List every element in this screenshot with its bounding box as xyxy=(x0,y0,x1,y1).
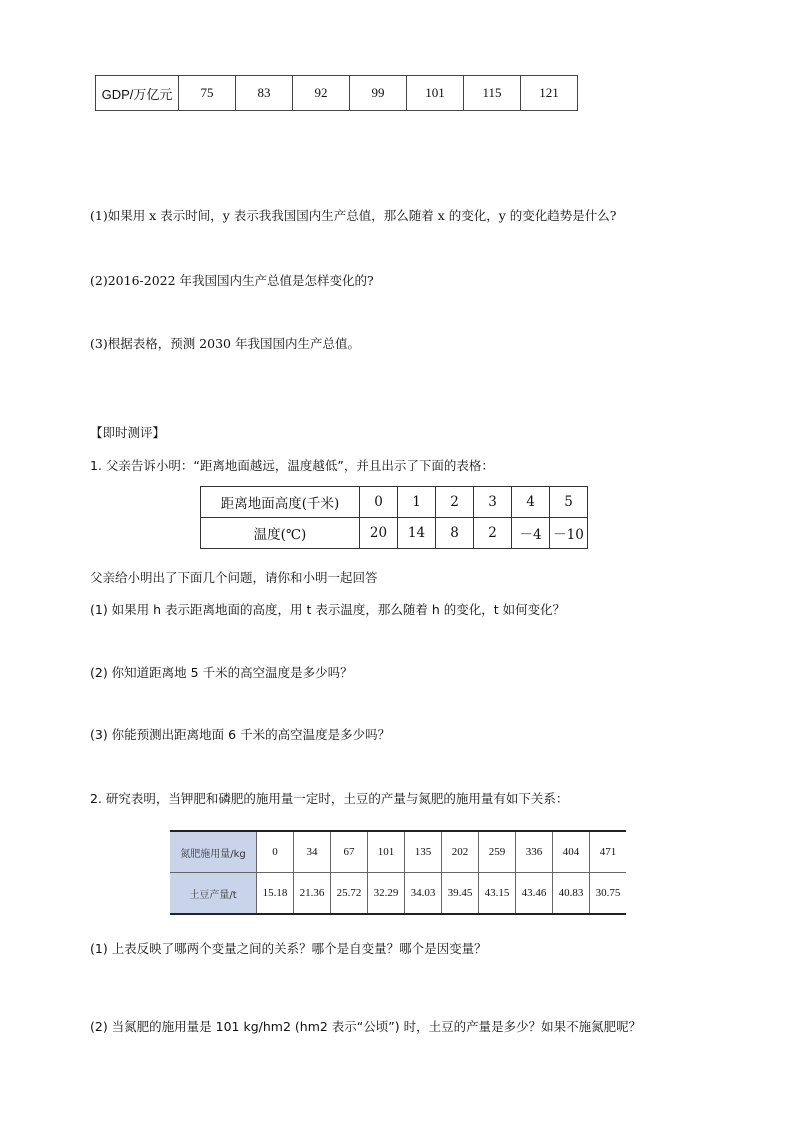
table-row xyxy=(201,487,588,518)
temperature-value-cell: －10 xyxy=(550,518,588,549)
nitrogen-value-cell: 259 xyxy=(479,831,516,873)
gdp-value-cell: 92 xyxy=(293,76,350,111)
gdp-table xyxy=(95,75,578,111)
height-value-cell: 0 xyxy=(360,487,398,518)
yield-value-cell: 32.29 xyxy=(368,873,405,915)
temperature-table xyxy=(200,486,588,549)
gdp-value-cell: 99 xyxy=(350,76,407,111)
problem1-question-3: (3) 你能预测出距离地面 6 千米的高空温度是多少吗？ xyxy=(90,727,391,742)
nitrogen-value-cell: 67 xyxy=(331,831,368,873)
gdp-value-cell: 75 xyxy=(179,76,236,111)
temperature-value-cell: 14 xyxy=(398,518,436,549)
problem1-lead: 父亲给小明出了下面几个问题，请你和小明一起回答 xyxy=(90,570,378,585)
table-row xyxy=(170,831,626,873)
section-title: 【即时测评】 xyxy=(90,425,166,440)
gdp-question-2: (2)2016-2022 年我国国内生产总值是怎样变化的? xyxy=(90,273,374,288)
height-value-cell: 5 xyxy=(550,487,588,518)
gdp-question-1: (1)如果用 x 表示时间，y 表示我我国国内生产总值，那么随着 x 的变化，y 的变化趋势是什么? xyxy=(90,208,617,223)
nitrogen-value-cell: 471 xyxy=(599,846,617,858)
nitrogen-value-cell: 0 xyxy=(257,831,294,873)
yield-value-cell: 15.18 xyxy=(257,873,294,915)
gdp-value-cell: 115 xyxy=(464,76,521,111)
table-row xyxy=(96,76,578,111)
gdp-value-cell: 121 xyxy=(521,76,578,111)
table-row xyxy=(201,518,588,549)
table-row xyxy=(170,873,626,915)
temperature-value-cell: －4 xyxy=(512,518,550,549)
height-value-cell: 3 xyxy=(474,487,512,518)
fertilizer-table xyxy=(170,830,626,915)
gdp-question-3: (3)根据表格，预测 2030 年我国国内生产总值。 xyxy=(90,336,360,351)
temperature-header-cell: 温度(℃) xyxy=(201,518,360,549)
gdp-header-cell: GDP/万亿元 xyxy=(96,76,179,111)
yield-header-cell: 土豆产量/t xyxy=(170,873,257,915)
nitrogen-value-cell: 404 xyxy=(553,831,590,873)
yield-value-cell: 43.15 xyxy=(479,873,516,915)
nitrogen-value-cell: 336 xyxy=(516,831,553,873)
height-value-cell: 2 xyxy=(436,487,474,518)
problem1-question-2: (2) 你知道距离地 5 千米的高空温度是多少吗？ xyxy=(90,665,353,680)
yield-value-cell: 34.03 xyxy=(405,873,442,915)
yield-value-cell: 25.72 xyxy=(331,873,368,915)
height-value-cell: 1 xyxy=(398,487,436,518)
nitrogen-value-cell: 101 xyxy=(368,831,405,873)
temperature-value-cell: 2 xyxy=(474,518,512,549)
height-value-cell: 4 xyxy=(512,487,550,518)
nitrogen-value-cell: 202 xyxy=(442,831,479,873)
nitrogen-header-cell: 氮肥施用量/kg xyxy=(170,831,257,873)
problem2-question-2: (2) 当氮肥的施用量是 101 kg/hm2 (hm2 表示“公顷”) 时，土豆的产量是多少？如果不施氮肥呢？ xyxy=(90,1019,642,1034)
height-header-cell: 距离地面高度(千米) xyxy=(201,487,360,518)
gdp-value-cell: 101 xyxy=(407,76,464,111)
yield-value-cell: 21.36 xyxy=(294,873,331,915)
problem1-intro: 1. 父亲告诉小明：“距离地面越远，温度越低”，并且出示了下面的表格： xyxy=(90,458,494,473)
gdp-value-cell: 83 xyxy=(236,76,293,111)
nitrogen-value-cell: 135 xyxy=(405,831,442,873)
temperature-value-cell: 20 xyxy=(360,518,398,549)
yield-value-cell: 43.46 xyxy=(516,873,553,915)
problem1-question-1: (1) 如果用 h 表示距离地面的高度，用 t 表示温度，那么随着 h 的变化，t 如何变化？ xyxy=(90,602,566,617)
temperature-value-cell: 8 xyxy=(436,518,474,549)
nitrogen-value-cell: 34 xyxy=(294,831,331,873)
yield-value-cell: 40.83 xyxy=(553,873,590,915)
problem2-question-1: (1) 上表反映了哪两个变量之间的关系？哪个是自变量？哪个是因变量？ xyxy=(90,941,487,956)
yield-value-cell: 30.75 xyxy=(590,873,627,915)
yield-value-cell: 39.45 xyxy=(442,873,479,915)
problem2-intro: 2. 研究表明，当钾肥和磷肥的施用量一定时，土豆的产量与氮肥的施用量有如下关系： xyxy=(90,791,569,806)
